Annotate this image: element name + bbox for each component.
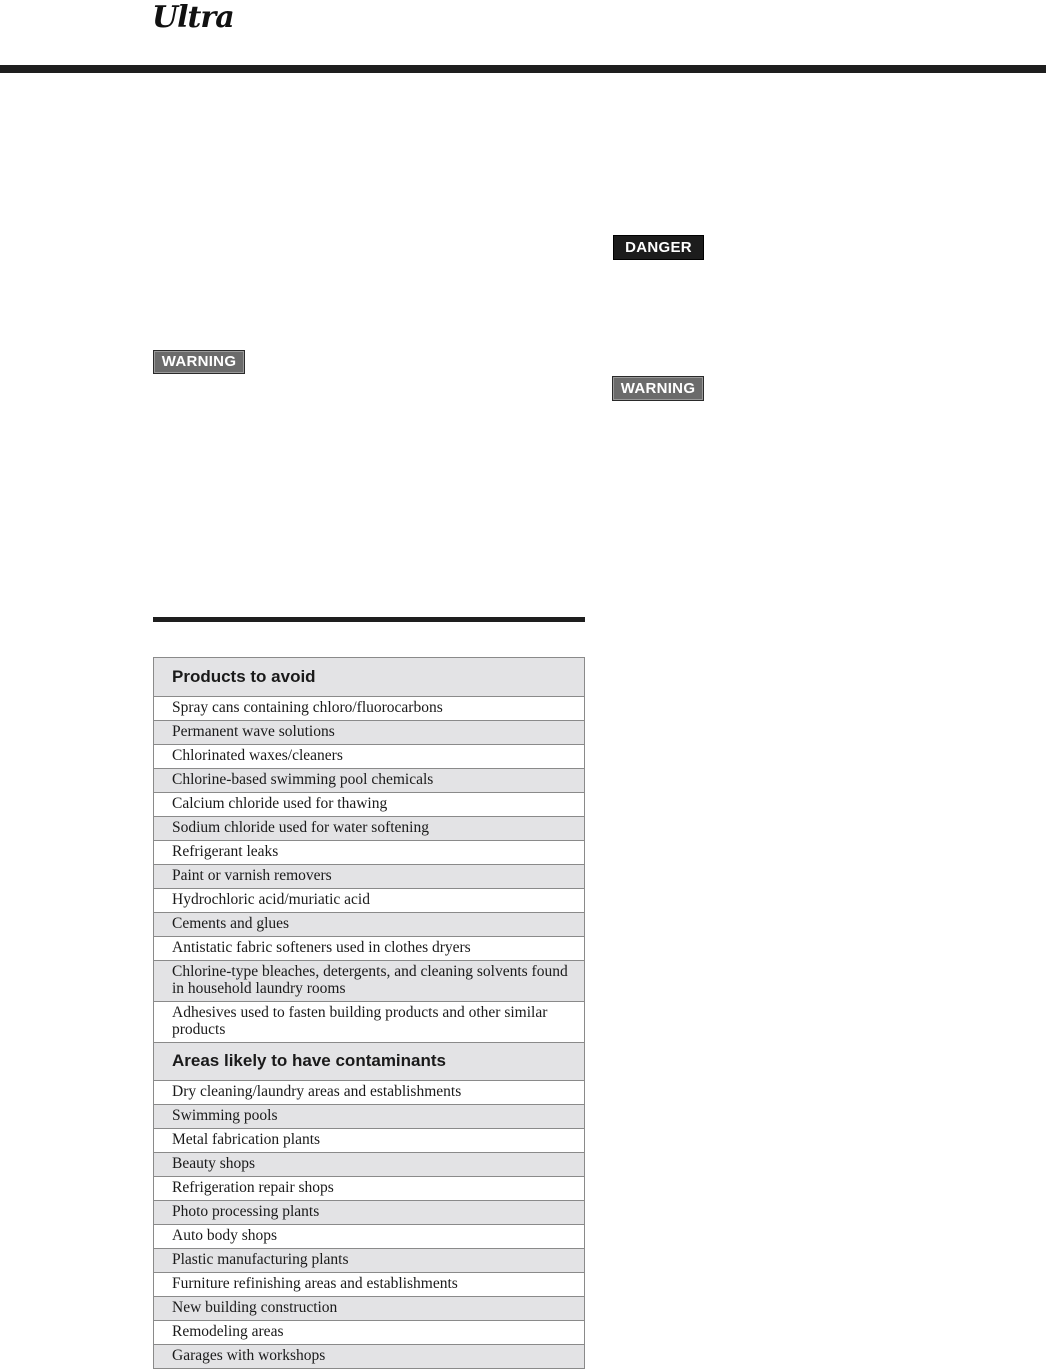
table-row: Auto body shops: [154, 1225, 584, 1249]
table-row: Beauty shops: [154, 1153, 584, 1177]
table-row: Plastic manufacturing plants: [154, 1249, 584, 1273]
table-row: Hydrochloric acid/muriatic acid: [154, 889, 584, 913]
warning-badge-right: WARNING: [612, 376, 704, 401]
header-rule: [0, 65, 1046, 73]
table-row: Refrigeration repair shops: [154, 1177, 584, 1201]
areas-heading: Areas likely to have contaminants: [154, 1043, 584, 1081]
table-row: Antistatic fabric softeners used in clothes dryers: [154, 937, 584, 961]
table-row: Furniture refinishing areas and establishments: [154, 1273, 584, 1297]
table-row: Permanent wave solutions: [154, 721, 584, 745]
table-row: Chlorinated waxes/cleaners: [154, 745, 584, 769]
table-row: Sodium chloride used for water softening: [154, 817, 584, 841]
table-row: Garages with workshops: [154, 1345, 584, 1369]
table-row: New building construction: [154, 1297, 584, 1321]
table-row: Cements and glues: [154, 913, 584, 937]
table-row: Calcium chloride used for thawing: [154, 793, 584, 817]
section-rule: [153, 617, 585, 622]
table-row: Chlorine-based swimming pool chemicals: [154, 769, 584, 793]
table-row: Refrigerant leaks: [154, 841, 584, 865]
table-row: Spray cans containing chloro/fluorocarbons: [154, 697, 584, 721]
table-row: Adhesives used to fasten building products and other similar products: [154, 1002, 584, 1043]
products-heading: Products to avoid: [154, 658, 584, 697]
table-row: Metal fabrication plants: [154, 1129, 584, 1153]
danger-badge: DANGER: [613, 235, 704, 260]
table-row: Paint or varnish removers: [154, 865, 584, 889]
table-row: Dry cleaning/laundry areas and establishments: [154, 1081, 584, 1105]
contaminants-table: [153, 657, 585, 1369]
warning-badge-left: WARNING: [153, 350, 245, 374]
table-row: Swimming pools: [154, 1105, 584, 1129]
table-row: Photo processing plants: [154, 1201, 584, 1225]
brand-logo: Ultra: [152, 0, 234, 35]
table-row: Remodeling areas: [154, 1321, 584, 1345]
table-row: Chlorine-type bleaches, detergents, and cleaning solvents found in household laundry rooms: [154, 961, 584, 1002]
